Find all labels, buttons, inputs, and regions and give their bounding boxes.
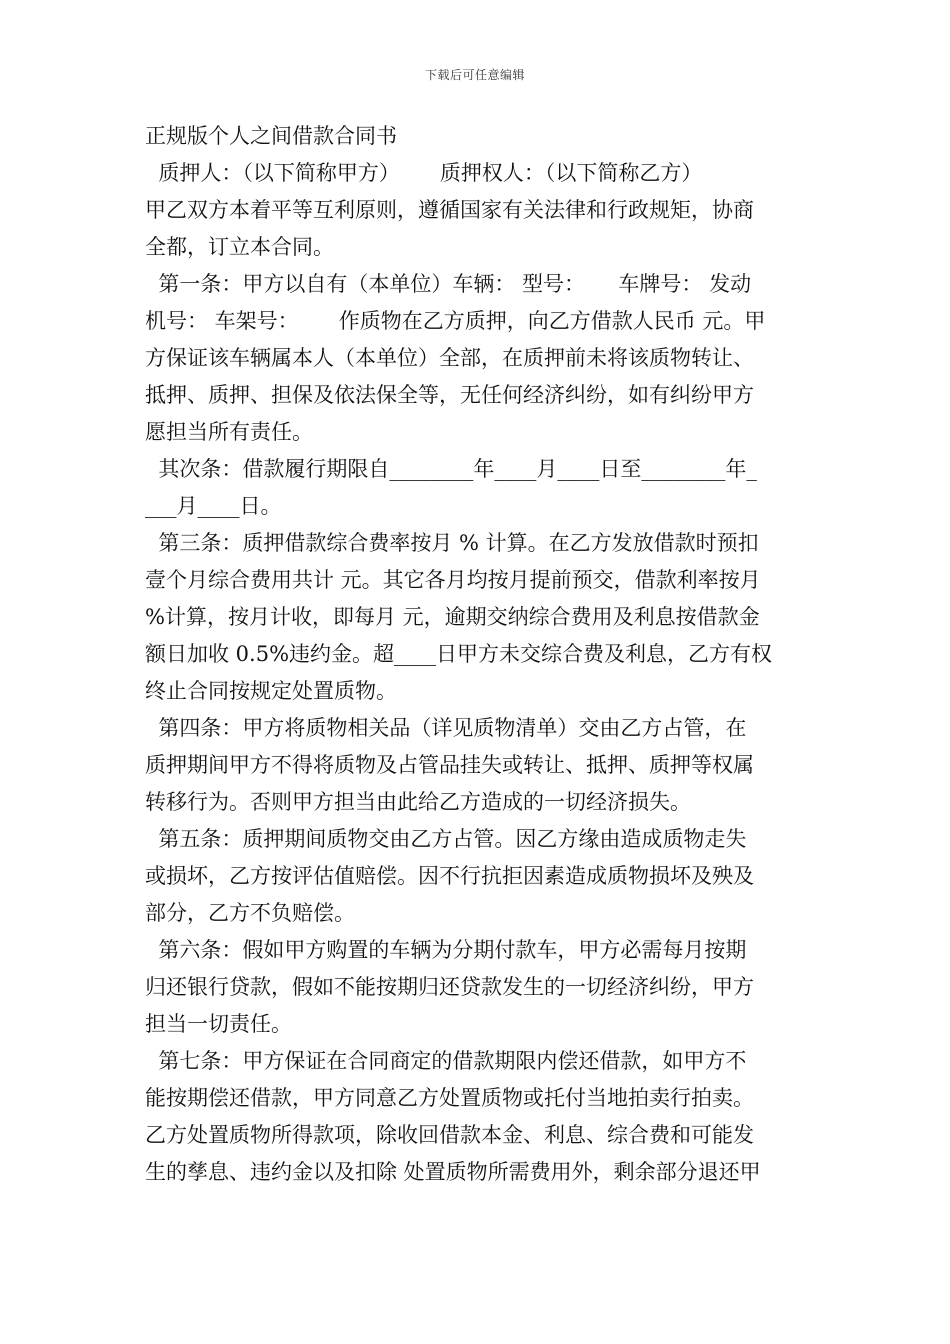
text-line: 乙方处置质物所得款项，除收回借款本金、利息、综合费和可能发 <box>145 1123 754 1147</box>
text-line: 或损坏，乙方按评估值赔偿。因不行抗拒因素造成质物损坏及殃及 <box>145 864 754 888</box>
text-line: 甲乙双方本着平等互利原则，遵循国家有关法律和行政规矩，协商 <box>145 198 754 222</box>
text-line: 第一条：甲方以自有（本单位）车辆： 型号： 车牌号： 发动 <box>145 272 752 296</box>
text-line: 生的孳息、违约金以及扣除 处置质物所需费用外，剩余部分退还甲 <box>145 1160 761 1184</box>
text-line: 愿担当所有责任。 <box>145 420 313 444</box>
text-line: 抵押、质押、担保及依法保全等，无任何经济纠纷，如有纠纷甲方 <box>145 383 754 407</box>
text-line: 第四条：甲方将质物相关品（详见质物清单）交由乙方占管，在 <box>145 716 747 740</box>
text-line: 方保证该车辆属本人（本单位）全部，在质押前未将该质物转让、 <box>145 346 754 370</box>
text-line: 第三条：质押借款综合费率按月 % 计算。在乙方发放借款时预扣 <box>145 531 759 555</box>
text-line: 能按期偿还借款，甲方同意乙方处置质物或托付当地拍卖行拍卖。 <box>145 1086 754 1110</box>
text-line: 额日加收 0.5%违约金。超____日甲方未交综合费及利息，乙方有权 <box>145 642 773 666</box>
paragraph-parties <box>145 155 810 266</box>
text-line: 第六条：假如甲方购置的车辆为分期付款车，甲方必需每月按期 <box>145 938 747 962</box>
text-line: 终止合同按规定处置质物。 <box>145 679 397 703</box>
text-line: 质押期间甲方不得将质物及占管品挂失或转让、抵押、质押等权属 <box>145 753 754 777</box>
contract-body <box>145 118 810 1191</box>
text-line: 壹个月综合费用共计 元。其它各月均按月提前预交，借款利率按月 <box>145 568 761 592</box>
text-line: ___月____日。 <box>145 494 282 518</box>
paragraph-article-3 <box>145 525 810 710</box>
text-line: 机号： 车架号： 作质物在乙方质押，向乙方借款人民币 元。甲 <box>145 309 766 333</box>
contract-title: 正规版个人之间借款合同书 <box>145 124 397 148</box>
text-line: 第七条：甲方保证在合同商定的借款期限内偿还借款，如甲方不 <box>145 1049 747 1073</box>
download-note: 下载后可任意编辑 <box>424 68 525 82</box>
text-line: 担当一切责任。 <box>145 1012 292 1036</box>
text-line: 部分，乙方不负赔偿。 <box>145 901 355 925</box>
paragraph-article-2 <box>145 451 810 525</box>
paragraph-article-6 <box>145 932 810 1043</box>
text-line: 归还银行贷款，假如不能按期归还贷款发生的一切经济纠纷，甲方 <box>145 975 754 999</box>
text-line: 其次条：借款履行期限自________年____月____日至________年_ <box>145 457 757 481</box>
paragraph-article-1 <box>145 266 810 451</box>
paragraph-article-4 <box>145 710 810 821</box>
text-line: 全都，订立本合同。 <box>145 235 334 259</box>
text-line: 第五条：质押期间质物交由乙方占管。因乙方缘由造成质物走失 <box>145 827 747 851</box>
paragraph-article-7 <box>145 1043 810 1191</box>
text-line: 转移行为。否则甲方担当由此给乙方造成的一切经济损失。 <box>145 790 691 814</box>
paragraph-article-5 <box>145 821 810 932</box>
text-line: %计算，按月计收，即每月 元，逾期交纳综合费用及利息按借款金 <box>145 605 760 629</box>
text-line: 质押人：（以下简称甲方） 质押权人：（以下简称乙方） <box>145 161 703 185</box>
